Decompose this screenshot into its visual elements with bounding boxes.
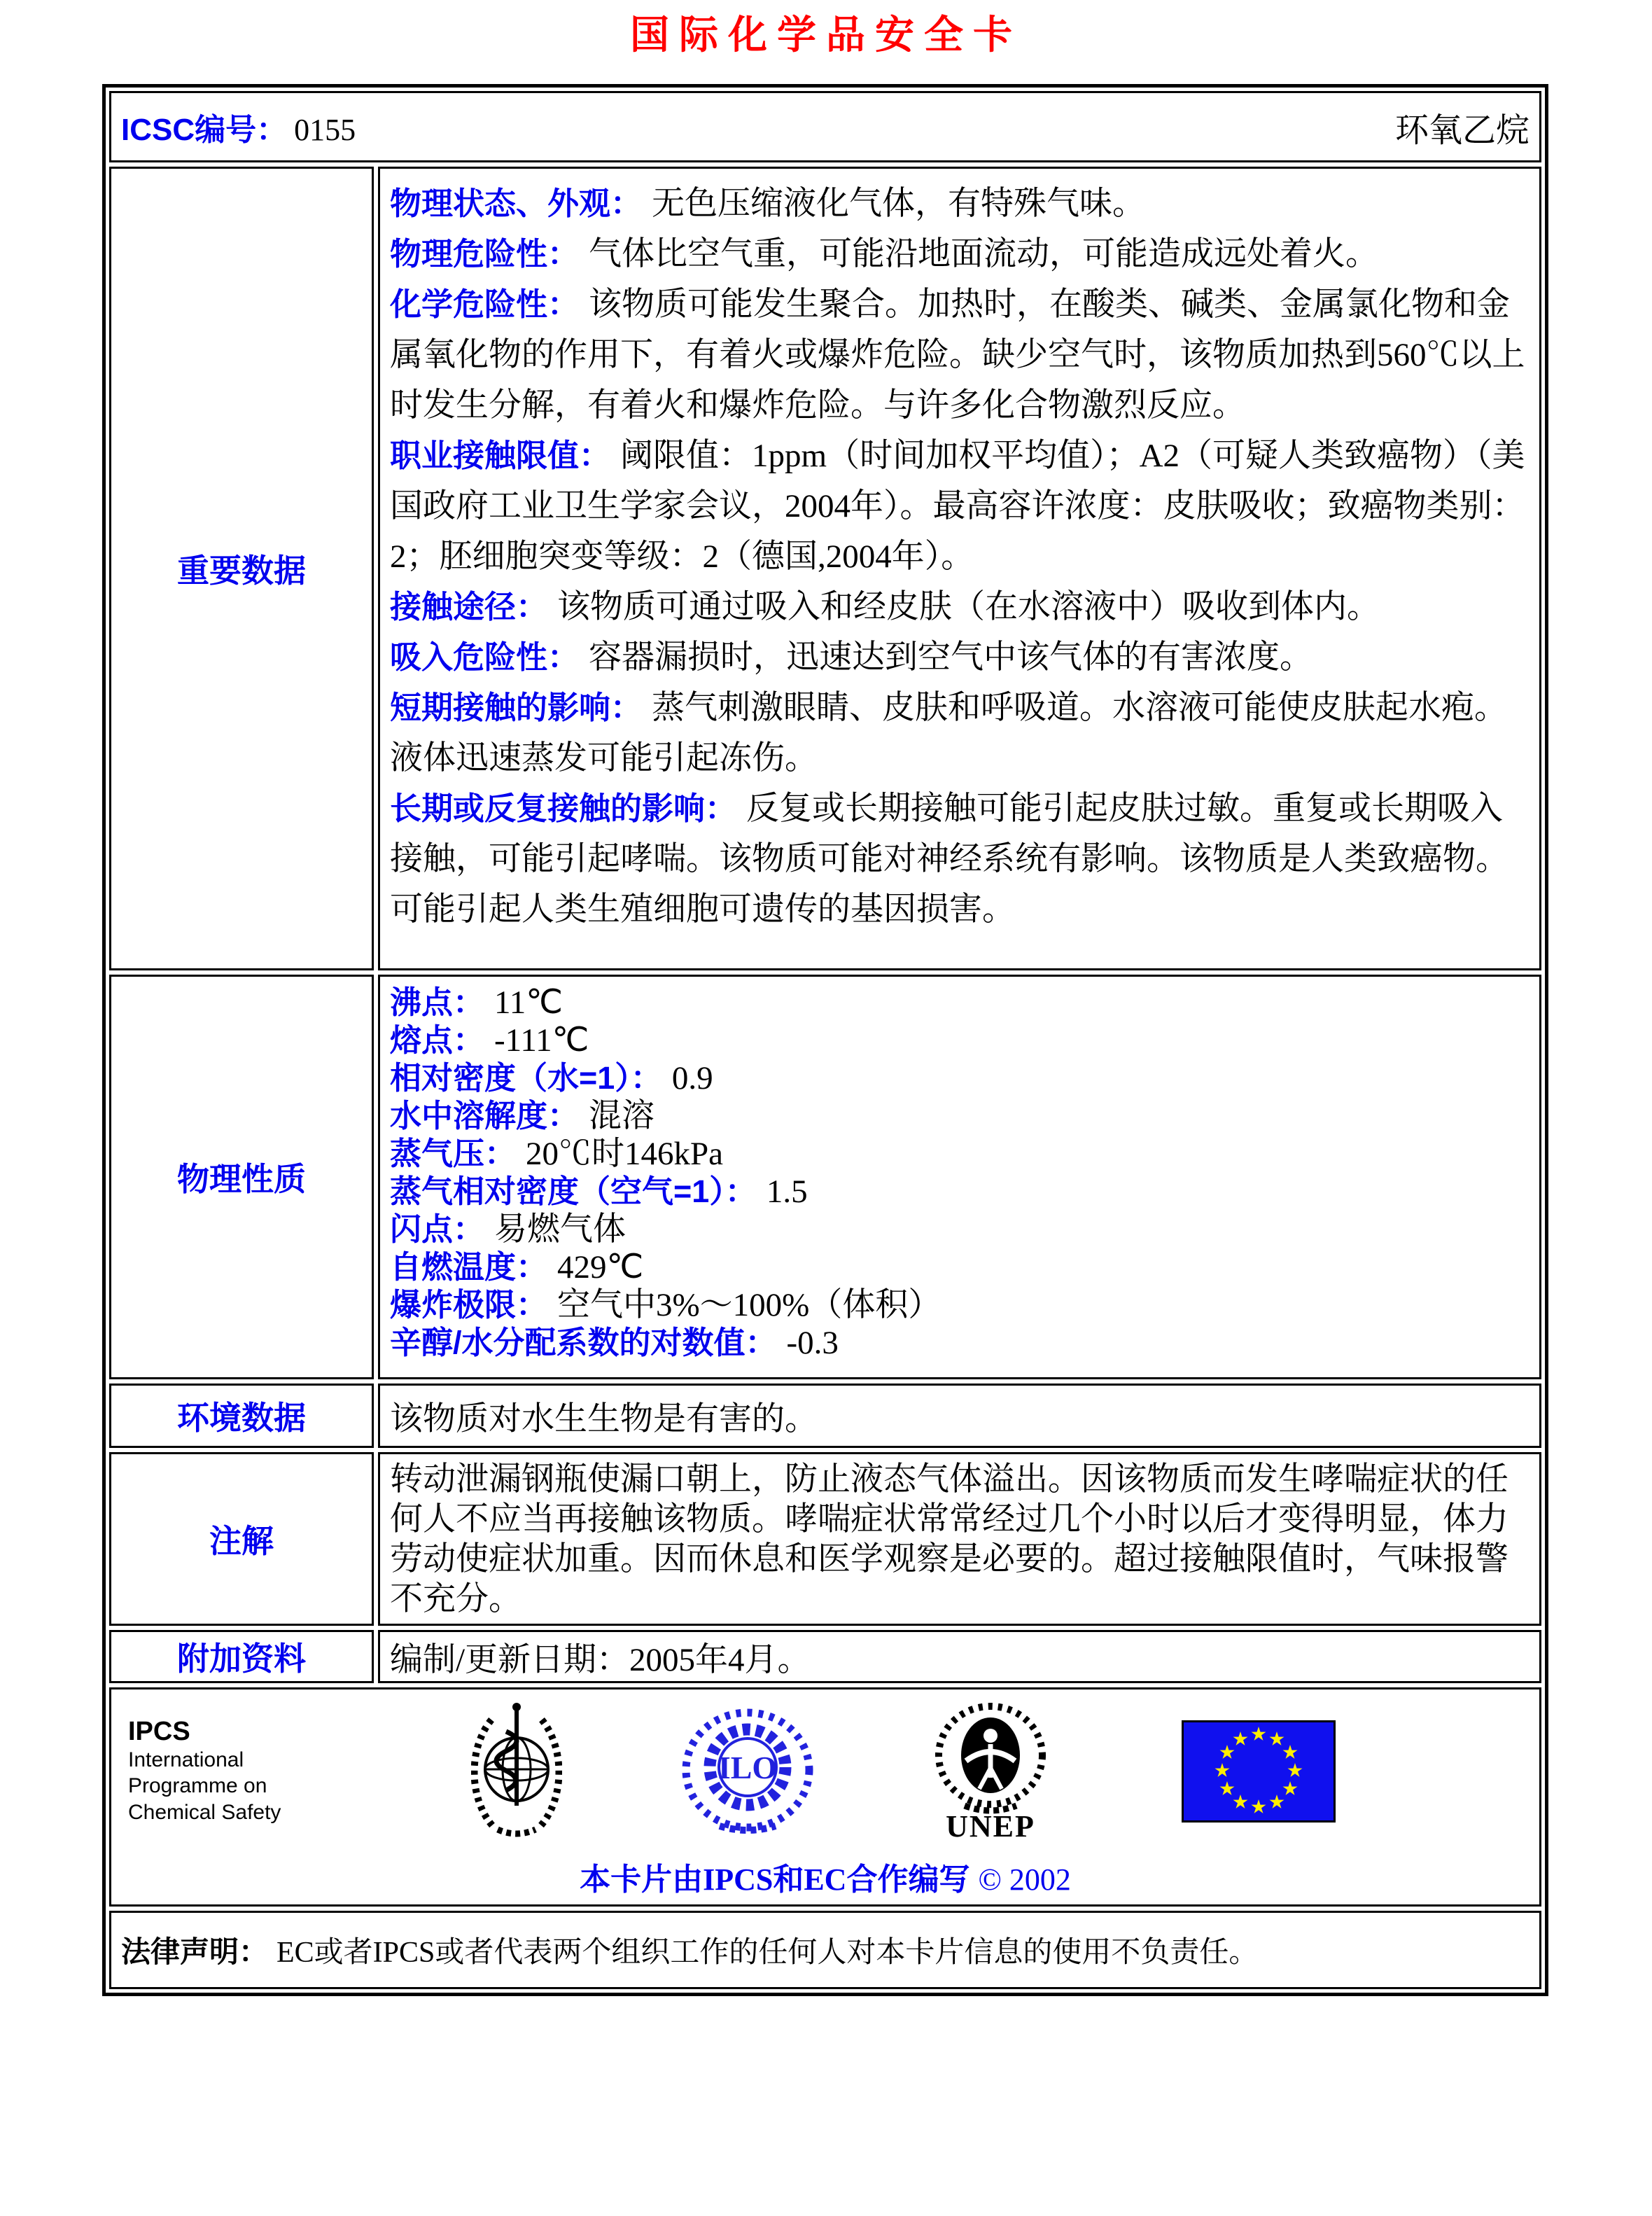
header-cell bbox=[109, 91, 1541, 162]
physical-item bbox=[390, 1135, 1525, 1173]
icsc-card-table bbox=[102, 84, 1548, 1996]
physical-item-label: 熔点： bbox=[390, 1022, 485, 1058]
icsc-number-group bbox=[121, 104, 356, 149]
important-item-text: 该物质可能发生聚合。加热时，在酸类、碱类、金属氯化物和金属氧化物的作用下，有着火或爆炸危险。缺少空气时，该物质加热到560℃以上时发生分解，有着火和爆炸危险。与许多化合物激烈反应。 bbox=[390, 286, 1525, 424]
physical-item-value: -0.3 bbox=[786, 1325, 839, 1361]
important-item bbox=[390, 783, 1525, 935]
important-item bbox=[390, 582, 1525, 632]
physical-properties-row bbox=[109, 975, 1541, 1379]
physical-item-label: 辛醇/水分配系数的对数值： bbox=[390, 1325, 777, 1360]
physical-item-value: 11℃ bbox=[494, 984, 564, 1021]
ilo-logo-text: ILO bbox=[718, 1749, 778, 1785]
logos-cell bbox=[109, 1687, 1541, 1907]
ilo-logo-icon bbox=[681, 1708, 814, 1834]
physical-item bbox=[390, 984, 1525, 1022]
physical-item-value: 429℃ bbox=[557, 1249, 644, 1285]
important-item-label: 长期或反复接触的影响： bbox=[390, 790, 737, 826]
credit-text: 本卡片由IPCS和EC合作编写 bbox=[580, 1862, 970, 1897]
physical-item-label: 蒸气压： bbox=[390, 1136, 517, 1171]
notes-content: 转动泄漏钢瓶使漏口朝上，防止液态气体溢出。因该物质而发生哮喘症状的任何人不应当再接触该物质。哮喘症状常常经过几个小时以后才变得明显，体力劳动使症状加重。因而休息和医学观察是必要的。超过接触限值时，气味报警不充分。 bbox=[378, 1452, 1541, 1626]
important-item-label: 物理危险性： bbox=[390, 236, 580, 272]
legal-notice-text: EC或者IPCS或者代表两个组织工作的任何人对本卡片信息的使用不负责任。 bbox=[276, 1937, 1259, 1969]
physical-item bbox=[390, 1173, 1525, 1211]
ipcs-text-block bbox=[128, 1717, 338, 1826]
important-item-text: 蒸气刺激眼睛、皮肤和呼吸道。水溶液可能使皮肤起水疱。液体迅速蒸发可能引起冻伤。 bbox=[390, 690, 1508, 776]
physical-item bbox=[390, 1059, 1525, 1097]
ipcs-line: International bbox=[128, 1748, 244, 1771]
who-logo-icon bbox=[471, 1699, 562, 1843]
icsc-number-label: ICSC编号： bbox=[121, 113, 288, 147]
legal-notice-label: 法律声明： bbox=[121, 1935, 269, 1968]
important-item-text: 阈限值：1ppm（时间加权平均值）；A2（可疑人类致癌物）（美国政府工业卫生学家会议，2004年）。最高容许浓度：皮肤吸收；致癌物类别：2；胚细胞突变等级：2（德国,2004年）。 bbox=[390, 438, 1525, 575]
physical-properties-content bbox=[378, 975, 1541, 1379]
important-item bbox=[390, 179, 1525, 229]
ipcs-line: Chemical Safety bbox=[128, 1800, 281, 1824]
unep-logo-text: UNEP bbox=[946, 1809, 1035, 1843]
physical-item bbox=[390, 1211, 1525, 1248]
important-item-label: 物理状态、外观： bbox=[390, 186, 643, 221]
physical-item-value: 0.9 bbox=[671, 1060, 713, 1096]
logos-strip bbox=[118, 1699, 1532, 1843]
environment-data-text: 该物质对水生生物是有害的。 bbox=[390, 1400, 818, 1437]
important-item bbox=[390, 632, 1525, 683]
physical-item-label: 自燃温度： bbox=[390, 1249, 548, 1285]
chemical-name: 环氧乙烷 bbox=[1394, 111, 1530, 149]
icsc-number: 0155 bbox=[294, 113, 356, 147]
credit-copyright: © 2002 bbox=[978, 1862, 1071, 1897]
physical-item-value: 20℃时146kPa bbox=[526, 1136, 724, 1172]
important-data-content bbox=[378, 167, 1541, 970]
page-title: 国际化学品安全卡 bbox=[630, 14, 1022, 57]
ipcs-title: IPCS bbox=[128, 1716, 190, 1746]
physical-item bbox=[390, 1022, 1525, 1059]
physical-properties-row-label: 物理性质 bbox=[109, 975, 374, 1379]
important-item-text: 反复或长期接触可能引起皮肤过敏。重复或长期吸入接触，可能引起哮喘。该物质可能对神经系统有影响。该物质是人类致癌物。可能引起人类生殖细胞可遗传的基因损害。 bbox=[390, 790, 1508, 928]
important-item-text: 无色压缩液化气体，有特殊气味。 bbox=[652, 186, 1146, 222]
additional-info-text: 编制/更新日期：2005年4月。 bbox=[390, 1641, 811, 1678]
important-data-row bbox=[109, 167, 1541, 970]
environment-data-content bbox=[378, 1384, 1541, 1448]
physical-item-label: 沸点： bbox=[390, 984, 485, 1020]
physical-item-label: 水中溶解度： bbox=[390, 1098, 580, 1134]
important-item-text: 气体比空气重，可能沿地面流动，可能造成远处着火。 bbox=[589, 236, 1379, 272]
physical-item bbox=[390, 1324, 1525, 1362]
ipcs-line: Programme on bbox=[128, 1774, 267, 1798]
physical-item-value: -111℃ bbox=[494, 1022, 589, 1059]
physical-item-value: 1.5 bbox=[766, 1173, 808, 1210]
environment-data-row bbox=[109, 1384, 1541, 1448]
important-item bbox=[390, 229, 1525, 279]
additional-info-row bbox=[109, 1630, 1541, 1683]
legal-notice-cell bbox=[109, 1911, 1541, 1989]
physical-item-label: 闪点： bbox=[390, 1211, 485, 1247]
physical-item bbox=[390, 1097, 1525, 1135]
physical-item-label: 蒸气相对密度（空气=1）： bbox=[390, 1173, 757, 1209]
notes-row bbox=[109, 1452, 1541, 1626]
important-item-text: 该物质可通过吸入和经皮肤（在水溶液中）吸收到体内。 bbox=[557, 589, 1380, 625]
physical-item-label: 相对密度（水=1）： bbox=[390, 1060, 662, 1096]
additional-info-content bbox=[378, 1630, 1541, 1683]
unep-logo-icon bbox=[930, 1699, 1052, 1843]
important-item bbox=[390, 431, 1525, 582]
important-item-label: 吸入危险性： bbox=[390, 639, 580, 675]
important-item-label: 短期接触的影响： bbox=[390, 690, 643, 725]
important-item-label: 接触途径： bbox=[390, 589, 548, 625]
important-item-text: 容器漏损时，迅速达到空气中该气体的有害浓度。 bbox=[589, 639, 1313, 676]
notes-row-label: 注解 bbox=[109, 1452, 374, 1626]
physical-item bbox=[390, 1248, 1525, 1286]
legal-notice-row bbox=[109, 1911, 1541, 1989]
logos-row bbox=[109, 1687, 1541, 1907]
important-item-label: 职业接触限值： bbox=[390, 438, 611, 473]
important-data-row-label: 重要数据 bbox=[109, 167, 374, 970]
environment-data-row-label: 环境数据 bbox=[109, 1384, 374, 1448]
additional-info-row-label: 附加资料 bbox=[109, 1630, 374, 1683]
physical-item bbox=[390, 1286, 1525, 1324]
credit-line bbox=[118, 1854, 1532, 1899]
physical-item-label: 爆炸极限： bbox=[390, 1287, 548, 1323]
important-item bbox=[390, 683, 1525, 783]
physical-item-value: 空气中3%～100%（体积） bbox=[557, 1287, 941, 1323]
important-item-label: 化学危险性： bbox=[390, 286, 580, 322]
physical-item-value: 混溶 bbox=[589, 1098, 655, 1134]
header-row bbox=[109, 91, 1541, 162]
eu-flag-icon bbox=[1182, 1720, 1336, 1823]
physical-item-value: 易燃气体 bbox=[494, 1211, 626, 1248]
important-item bbox=[390, 279, 1525, 431]
